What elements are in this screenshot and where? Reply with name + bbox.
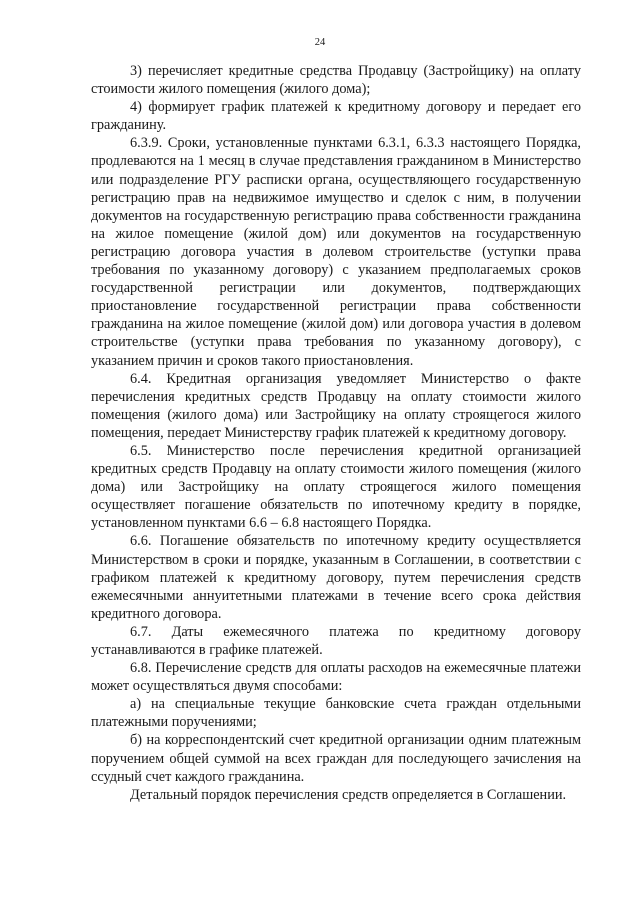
paragraph-final: Детальный порядок перечисления средств определяется в Соглашении. xyxy=(130,786,567,803)
page-number: 24 xyxy=(314,37,326,48)
paragraph-6-8: 6.8. Перечисление средств для оплаты расходов на ежемесячные платежи может осуществляться двумя способами: xyxy=(91,660,581,695)
paragraph-option-b: б) на корреспондентский счет кредитной организации одним платежным поручением общей суммой на всех граждан для последующего зачисления на ссудный счет каждого гражданина. xyxy=(91,732,581,785)
paragraph-6-5: 6.5. Министерство после перечисления кредитной организацией кредитных средств Продавцу на оплату стоимости жилого помещения (жилого дома) или Застройщику на оплату строящегося жилого помещения осуществляет погашение обязательств по ипотечному кредиту в порядке, установленном пунктами 6.6 – 6.8 настоящего Порядка. xyxy=(91,442,581,532)
paragraph-6-7: 6.7. Даты ежемесячного платежа по кредитному договору устанавливаются в графике платежей. xyxy=(91,623,581,658)
paragraph-6-6: 6.6. Погашение обязательств по ипотечному кредиту осуществляется Министерством в сроки и порядке, указанным в Соглашении, в соответствии с графиком платежей к кредитному договору, путем перечисления средств ежемесячными аннуитетными платежами в течение всего срока действия кредитного договора. xyxy=(91,533,581,622)
paragraph-6-3-9: 6.3.9. Сроки, установленные пунктами 6.3.1, 6.3.3 настоящего Порядка, продлеваются на 1 месяц в случае представления гражданином в Министерство или подразделение РГУ расписки органа, осуществляющего государственную регистрацию прав на недвижимое имущество и сделок с ним, в получении документов на государственную регистрацию права собственности гражданина на жилое помещение (жилой дом) или документов на государственную регистрацию договора участия в долевом строительстве (уступки права требования по указанному договору) с указанием предполагаемых сроков государственной регистрации или документов, подтверждающих приостановление государственной регистрации права собственности гражданина на жилое помещение (жилой дом) или договора участия в долевом строительстве (уступки права требования по указанному договору), с указанием причин и сроков такого приостановления. xyxy=(91,135,581,369)
paragraph-item-3: 3) перечисляет кредитные средства Продавцу (Застройщику) на оплату стоимости жилого помещения (жилого дома); xyxy=(91,63,581,98)
paragraph-6-4: 6.4. Кредитная организация уведомляет Министерство о факте перечисления кредитных средств Продавцу на оплату стоимости жилого помещения (жилого дома) или Застройщику на оплату строящегося жилого помещения, передает Министерству график платежей к кредитному договору. xyxy=(91,370,581,441)
paragraph-option-a: а) на специальные текущие банковские счета граждан отдельными платежными поручениями; xyxy=(91,696,581,731)
document-body xyxy=(91,62,581,804)
paragraph-item-4: 4) формирует график платежей к кредитному договору и передает его гражданину. xyxy=(91,99,581,134)
